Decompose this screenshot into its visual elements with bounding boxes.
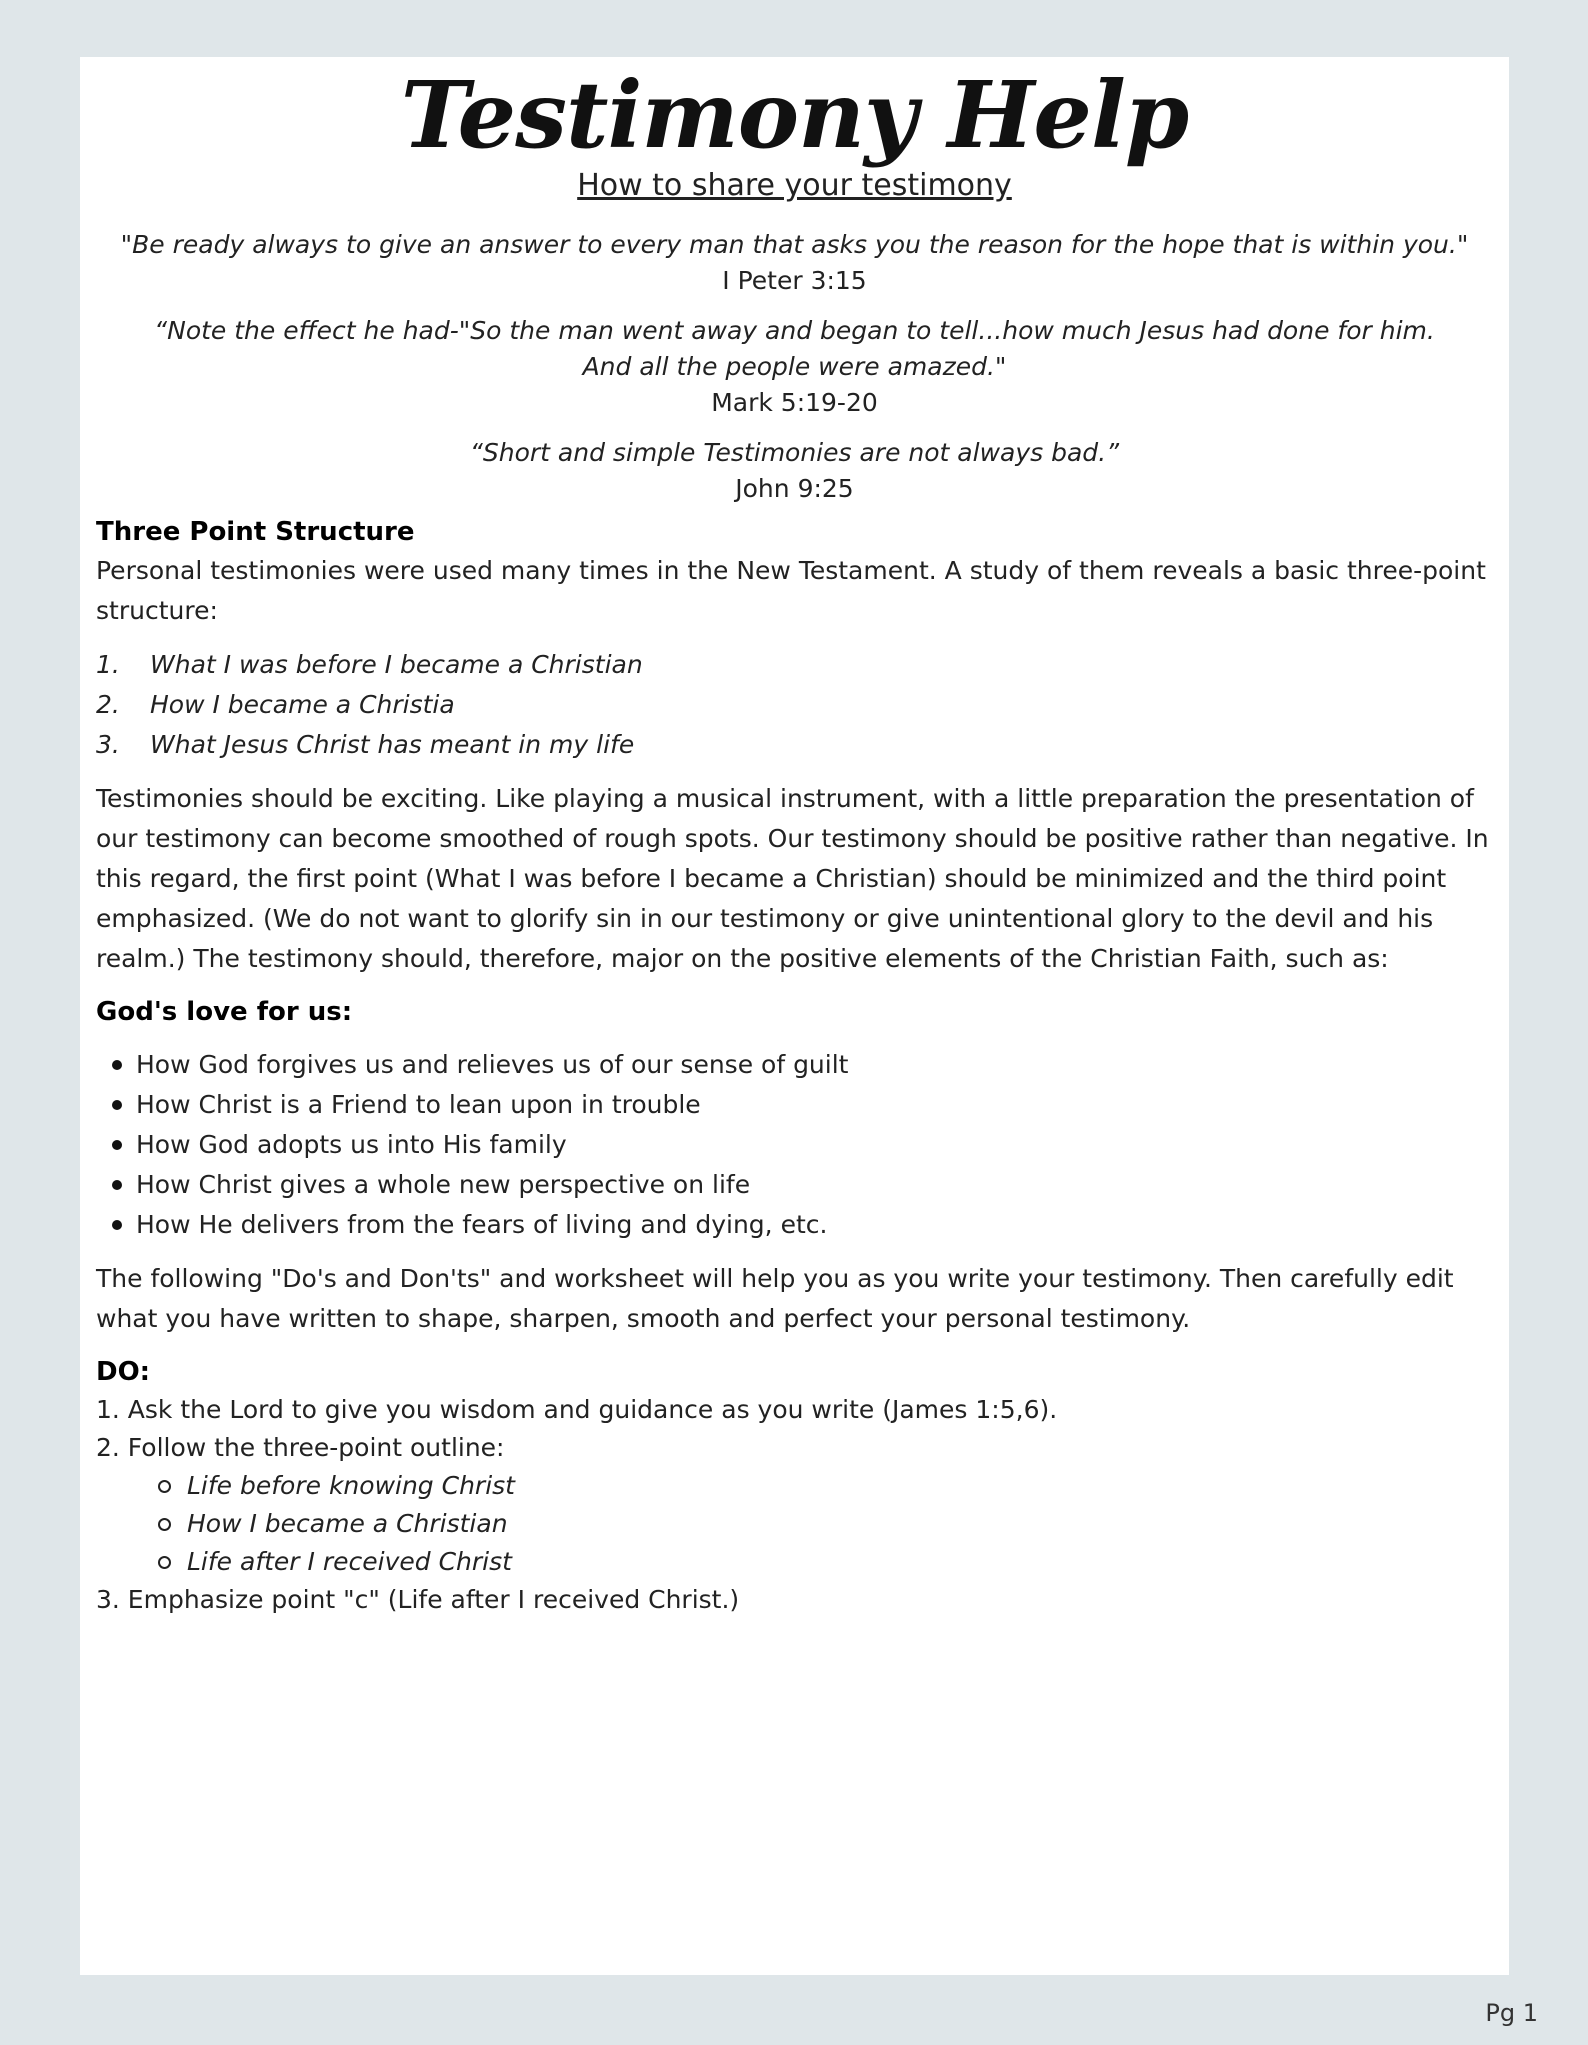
circle-bullet-icon [158, 1556, 171, 1569]
list-item [112, 1085, 1493, 1125]
three-point-paragraph: Testimonies should be exciting. Like playing a musical instrument, with a little preparation the presentation of our testimony can become smoothed of rough spots. Our testimony should be positive rather than negative. In this regard, the first point (What I was before I became a Christian) should be minimized and the third point emphasized. (We do not want to glorify sin in our testimony or give unintentional glory to the devil and his realm.) The testimony should, therefore, major on the positive elements of the Christian Faith, such as: [96, 784, 1489, 973]
quote-text: "Be ready always to give an answer to every man that asks you the reason for the hope that is within you." [120, 230, 1469, 259]
bullet-icon [112, 1140, 122, 1150]
quote-block-2 [96, 313, 1493, 421]
list-number: 3. [96, 730, 120, 759]
quote-reference: Mark 5:19-20 [711, 388, 878, 417]
list-item [112, 1045, 1493, 1085]
do-item-2: 2. Follow the three-point outline: [96, 1433, 505, 1462]
sublist-item-text: Life after I received Christ [187, 1547, 512, 1576]
sublist-item [158, 1467, 1493, 1505]
list-item-text: How God forgives us and relieves us of our sense of guilt [136, 1050, 849, 1079]
list-number: 2. [96, 690, 120, 719]
list-item-text: How I became a Christia [150, 690, 455, 719]
three-point-intro: Personal testimonies were used many times in the New Testament. A study of them reveals a basic three-point structure: [96, 556, 1486, 625]
list-item-text: How God adopts us into His family [136, 1130, 567, 1159]
circle-bullet-icon [158, 1518, 171, 1531]
quote-reference: I Peter 3:15 [722, 266, 867, 295]
sublist-item [158, 1505, 1493, 1543]
bullet-icon [112, 1100, 122, 1110]
document-page [80, 57, 1509, 1975]
quote-text: “Short and simple Testimonies are not always bad.” [469, 438, 1120, 467]
list-item [112, 1205, 1493, 1245]
circle-bullet-icon [158, 1480, 171, 1493]
list-item-text: How Christ is a Friend to lean upon in trouble [136, 1090, 701, 1119]
list-item [96, 725, 1493, 765]
three-point-list [96, 645, 1493, 765]
page-number: Pg 1 [1485, 1999, 1538, 2027]
quote-text: “Note the effect he had-"So the man went away and began to tell...how much Jesus had done for him. [154, 316, 1435, 345]
list-item-text: What I was before I became a Christian [150, 650, 643, 679]
sublist-item-text: How I became a Christian [187, 1509, 508, 1538]
gods-love-closing: The following "Do's and Don'ts" and worksheet will help you as you write your testimony. Then carefully edit what you have written to shape, sharpen, smooth and perfect your personal testimony. [96, 1264, 1454, 1333]
quote-block-1 [96, 227, 1493, 299]
quote-block-3 [96, 435, 1493, 507]
gods-love-list [112, 1045, 1493, 1245]
bullet-icon [112, 1180, 122, 1190]
do-item-3: 3. Emphasize point "c" (Life after I received Christ.) [96, 1585, 740, 1614]
list-item-text: What Jesus Christ has meant in my life [150, 730, 635, 759]
list-item [112, 1125, 1493, 1165]
bullet-icon [112, 1220, 122, 1230]
quote-reference: John 9:25 [735, 474, 854, 503]
sublist-item-text: Life before knowing Christ [187, 1471, 515, 1500]
list-item [96, 645, 1493, 685]
page-subtitle: How to share your testimony [577, 168, 1012, 203]
page-title: Testimony Help [400, 61, 1189, 169]
bullet-icon [112, 1060, 122, 1070]
do-heading: DO: [96, 1357, 151, 1387]
list-item [112, 1165, 1493, 1205]
gods-love-heading: God's love for us: [96, 997, 353, 1027]
list-item-text: How Christ gives a whole new perspective on life [136, 1170, 751, 1199]
do-item-1: 1. Ask the Lord to give you wisdom and guidance as you write (James 1:5,6). [96, 1395, 1058, 1424]
quote-text: And all the people were amazed." [582, 352, 1007, 381]
outline-sublist [158, 1467, 1493, 1581]
three-point-heading: Three Point Structure [96, 517, 415, 547]
sublist-item [158, 1543, 1493, 1581]
list-item-text: How He delivers from the fears of living and dying, etc. [136, 1210, 828, 1239]
list-number: 1. [96, 650, 120, 679]
list-item [96, 685, 1493, 725]
